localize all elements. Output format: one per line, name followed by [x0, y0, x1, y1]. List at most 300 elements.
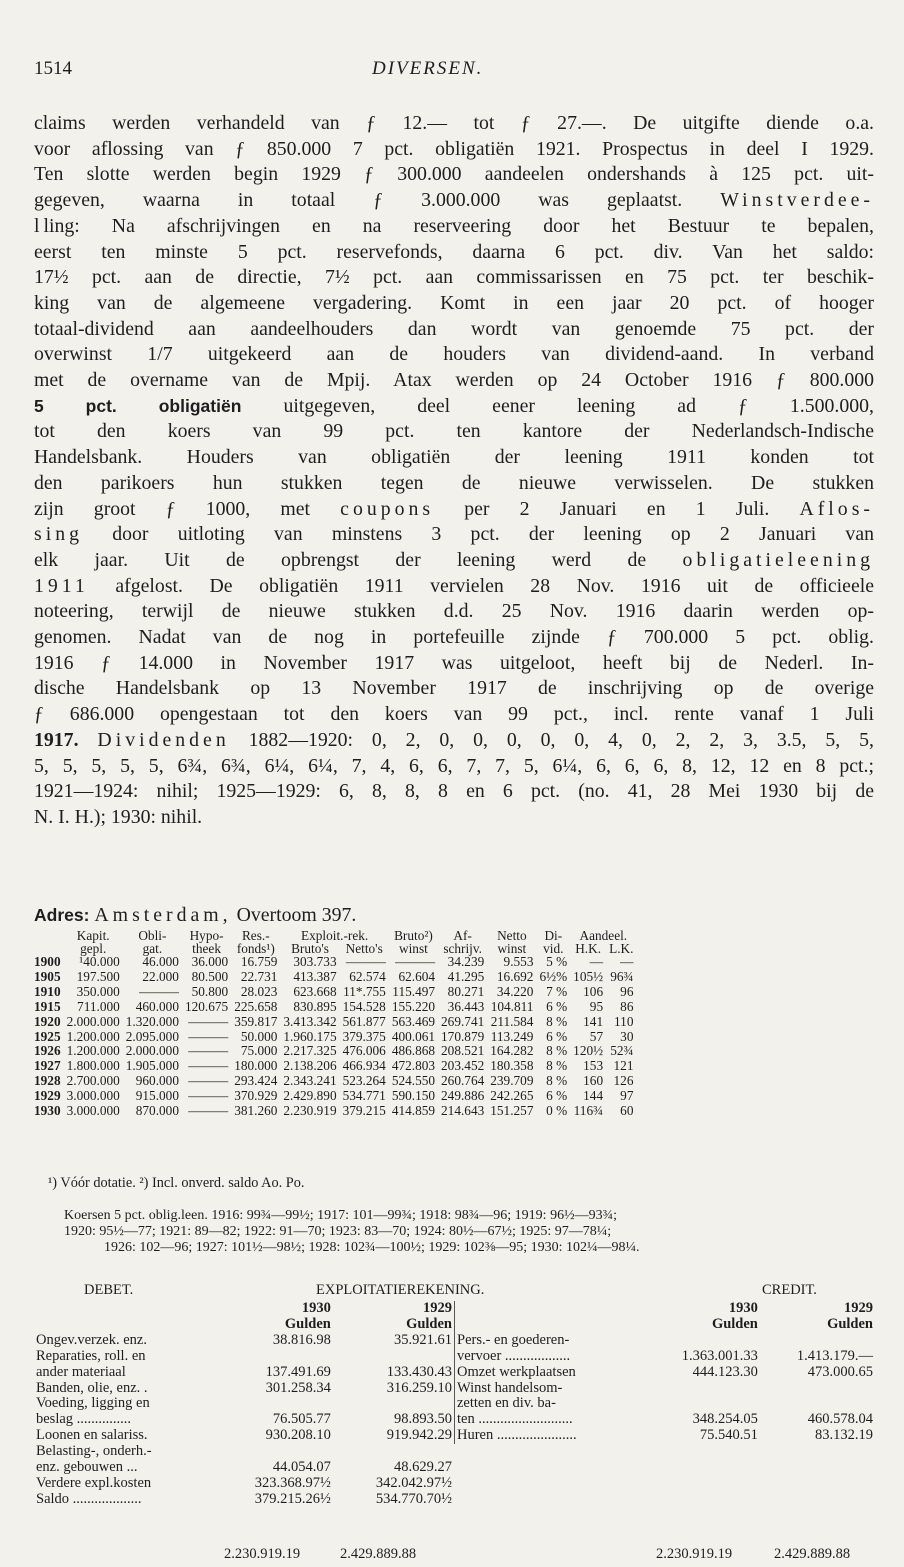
table-cell: 8 %: [546, 1058, 568, 1074]
account-row: [455, 1428, 875, 1444]
table-cell: 379.375: [342, 1028, 386, 1044]
table-cell: 36.443: [447, 998, 485, 1014]
table-cell: 80.500: [191, 968, 229, 984]
col-header: theek: [192, 940, 221, 956]
debet-column: [34, 1301, 454, 1508]
text-line: gegeven, waarna in totaal ƒ 3.000.000 was geplaatst. Winstverdee-: [34, 189, 874, 212]
account-item: Banden, olie, enz. .: [36, 1379, 148, 1396]
account-amount: 379.215.26½: [254, 1490, 331, 1507]
table-cell: 413.387: [293, 968, 337, 984]
table-cell: 466.934: [342, 1058, 386, 1074]
account-item: Saldo ...................: [36, 1490, 142, 1507]
table-cell: 1.320.000: [125, 1013, 179, 1029]
table-cell: 8 %: [546, 1043, 568, 1059]
text-line: 1911 afgelost. De obligatiën 1911 vervielen 28 Nov. 1916 uit de officieele: [34, 574, 875, 597]
account-amount: [333, 1349, 454, 1365]
table-cell: 126: [613, 1073, 634, 1089]
credit-label: CREDIT.: [762, 1282, 817, 1298]
table-cell: 121: [613, 1058, 634, 1074]
account-amount: [760, 1333, 875, 1349]
table-cell: 170.879: [441, 1028, 485, 1044]
table-cell: 476.006: [342, 1043, 386, 1059]
table-body: [34, 955, 636, 1119]
table-cell: ———: [188, 1103, 229, 1119]
koersen-block: [64, 1208, 874, 1256]
table-cell: 6 %: [546, 998, 568, 1014]
account-amount: 98.893.50: [394, 1411, 452, 1428]
account-row: [455, 1333, 875, 1349]
account-amount: 348.254.05: [692, 1411, 758, 1428]
table-cell: 62.604: [398, 968, 436, 984]
table-cell: 960.000: [135, 1073, 179, 1089]
account-row: [455, 1381, 875, 1397]
table-row: [34, 1089, 636, 1104]
table-cell: 590.150: [391, 1088, 436, 1104]
account-amount: 323.368.97½: [254, 1474, 331, 1491]
table-cell: 41.295: [447, 968, 485, 984]
credit-total-1930: 2.230.919.19: [656, 1546, 733, 1562]
text-line: noteering, terwijl de nieuwe stukken d.d. 25 Nov. 1916 daarin werden op-: [34, 600, 874, 623]
table-cell: 6½%: [539, 968, 568, 984]
table-row: [34, 1030, 636, 1045]
table-cell: 57: [589, 1028, 604, 1044]
table-cell: 141: [583, 1013, 604, 1029]
table-cell: 623.668: [293, 983, 337, 999]
table-cell: 28.023: [240, 983, 278, 999]
table-cell: ———: [188, 1028, 229, 1044]
account-item: Omzet werkplaatsen: [457, 1363, 576, 1380]
table-cell: 414.859: [391, 1103, 436, 1119]
row-year: 1930: [34, 1103, 61, 1119]
table-cell: 9.553: [503, 954, 534, 969]
account-item: ten ..........................: [457, 1411, 573, 1428]
table-cell: 105½: [573, 968, 604, 984]
row-year: 1920: [34, 1013, 61, 1029]
table-cell: 120.675: [184, 998, 229, 1014]
table-cell: —: [589, 954, 604, 969]
text-line: lling: Na afschrijvingen en na reserveering door het Bestuur te bepalen,: [34, 214, 874, 237]
col-header: Aandeel.: [579, 928, 628, 943]
table-cell: 203.452: [441, 1058, 485, 1074]
table-cell: 104.811: [490, 998, 534, 1014]
obligatien-heading: 5 pct. obligatiën: [34, 395, 242, 416]
account-amount: 301.258.34: [265, 1379, 331, 1396]
running-title: DIVERSEN.: [372, 58, 484, 79]
col-header: gat.: [142, 940, 163, 956]
account-amount: [647, 1381, 760, 1397]
table-cell: 5 %: [546, 954, 568, 969]
table-cell: 96¾: [610, 968, 634, 984]
table-cell: 6 %: [546, 1088, 568, 1104]
table-cell: 359.817: [234, 1013, 278, 1029]
table-cell: 50.000: [240, 1028, 278, 1044]
table-cell: 50.800: [191, 983, 229, 999]
text-line: sing door uitloting van minstens 3 pct. der leening op 2 Januari van: [34, 523, 874, 546]
account-item: beslag ...............: [36, 1411, 132, 1428]
table-cell: 1.800.000: [66, 1058, 120, 1074]
col-header: H.K.: [575, 940, 602, 956]
text-line: 17½ pct. aan de directie, 7½ pct. aan commissarissen en 75 pct. ter beschik-: [34, 266, 874, 289]
table-cell: 1.905.000: [125, 1058, 179, 1074]
table-cell: 2.000.000: [125, 1043, 179, 1059]
table-cell: 1.200.000: [66, 1028, 120, 1044]
account-amount: 38.816.98: [272, 1331, 331, 1348]
account-row: [34, 1460, 454, 1476]
table-row: [34, 1059, 636, 1074]
table-cell: 523.264: [342, 1073, 386, 1089]
col-header: fonds¹): [236, 940, 275, 956]
account-row: [34, 1492, 454, 1508]
account-item: enz. gebouwen ...: [36, 1459, 138, 1476]
table-cell: 30: [620, 1028, 634, 1044]
account-row: [34, 1333, 454, 1349]
table-cell: 239.709: [490, 1073, 534, 1089]
text-line: overwinst 1/7 uitgekeerd aan de houders van dividend-aand. In verband: [34, 343, 874, 366]
table-cell: 106: [583, 983, 604, 999]
text-line: N. I. H.); 1930: nihil.: [34, 805, 203, 828]
credit-total-1929: 2.429.889.88: [774, 1546, 851, 1562]
debet-total-1929: 2.429.889.88: [340, 1546, 417, 1562]
account-amount: 76.505.77: [272, 1411, 331, 1428]
page: [34, 58, 875, 1562]
account-row: [34, 1412, 454, 1428]
table-cell: 350.000: [76, 983, 120, 999]
table-cell: ———: [139, 983, 179, 999]
col-header: Kapit.: [76, 928, 110, 943]
col-header: gepl.: [80, 940, 107, 956]
table-cell: 180.000: [234, 1058, 278, 1074]
row-year: 1929: [34, 1088, 61, 1104]
table-row: [34, 985, 636, 1000]
text-line: voor aflossing van ƒ 850.000 7 pct. obligatiën 1921. Prospectus in deel I 1929.: [34, 137, 874, 160]
table-cell: 60: [620, 1103, 634, 1119]
table-cell: 2.343.241: [283, 1073, 337, 1089]
row-year: 1905: [34, 968, 61, 984]
table-cell: 524.550: [391, 1073, 436, 1089]
text-line: den parikoers hun stukken tegen de nieuwe verwisselen. De stukken: [34, 471, 874, 494]
account-row: [34, 1349, 454, 1365]
account-amount: [226, 1349, 333, 1365]
account-title: EXPLOITATIEREKENING.: [316, 1282, 485, 1298]
account-amount: [333, 1444, 454, 1460]
account-amount: [226, 1444, 333, 1460]
table-cell: ———: [188, 1013, 229, 1029]
table-cell: —: [620, 954, 634, 969]
account-item: Reparaties, roll. en: [36, 1347, 146, 1364]
account-amount: 534.770.70½: [375, 1490, 452, 1507]
text-line: Handelsbank. Houders van obligatiën der leening 1911 konden tot: [34, 446, 874, 469]
table-cell: 11*.755: [343, 983, 386, 999]
row-year: 1915: [34, 998, 61, 1014]
col-header: winst: [399, 940, 428, 956]
table-cell: 830.895: [293, 998, 337, 1014]
col-header: Di-: [544, 928, 563, 943]
table-cell: 96: [620, 983, 634, 999]
page-header: [34, 58, 874, 98]
table-cell: 303.733: [293, 954, 337, 969]
table-cell: 34.220: [496, 983, 534, 999]
table-cell: 8 %: [546, 1073, 568, 1089]
table-cell: 0 %: [546, 1103, 568, 1119]
table-cell: 113.249: [490, 1028, 534, 1044]
koersen-line: 1926: 102—96; 1927: 101½—98½; 1928: 102¾—100½; 1929: 102⅜—95; 1930: 102¼—98¼.: [104, 1240, 640, 1255]
table-cell: 1.960.175: [283, 1028, 337, 1044]
credit-table: 1930 1929 Gulden Gulden Pers.- en goederen- vervoer .................. 1.363.001.33 1.413.179.— Omzet werkplaatsen 444.123.30 473.000.65 Winst handelsom- zetten en div. ba- ten .......................... 348.254.05 460.578.04 Huren ...................... 75.540.51 83.132.19: [457, 1300, 873, 1444]
text-line: eerst ten minste 5 pct. reservefonds, daarna 6 pct. div. Van het saldo:: [34, 240, 874, 263]
table-cell: 7 %: [546, 983, 568, 999]
account-amount: [760, 1396, 875, 1412]
table-cell: 46.000: [142, 954, 179, 969]
body-text: [34, 111, 874, 831]
table-row: [34, 1000, 636, 1015]
table-cell: 8 %: [546, 1013, 568, 1029]
table-cell: ———: [188, 1058, 229, 1074]
table-cell: 225.658: [234, 998, 278, 1014]
col-header: vid.: [543, 940, 564, 956]
row-year: 1926: [34, 1043, 61, 1059]
table-cell: 211.584: [490, 1013, 534, 1029]
table-cell: 208.521: [441, 1043, 485, 1059]
table-cell: 6 %: [546, 1028, 568, 1044]
account-amount: 444.123.30: [692, 1363, 758, 1380]
table-cell: 160: [583, 1073, 604, 1089]
text-line: ƒ 686.000 opengestaan tot den koers van 99 pct., incl. rente vanaf 1 Juli: [34, 703, 874, 726]
col-header: Hypo-: [189, 928, 224, 943]
table-cell: 80.271: [447, 983, 485, 999]
table-cell: 561.877: [342, 1013, 386, 1029]
account-amount: 1.413.179.—: [796, 1347, 873, 1364]
text-line: zijn groot ƒ 1000, met coupons per 2 Januari en 1 Juli. Aflos-: [34, 497, 874, 520]
account-item: Verdere expl.kosten: [36, 1474, 152, 1491]
table-cell: 52¾: [610, 1043, 634, 1059]
table-cell: 86: [620, 998, 634, 1014]
adres-city: Amsterdam,: [94, 904, 232, 926]
table-cell: 3.413.342: [283, 1013, 337, 1029]
account-amount: 930.208.10: [265, 1427, 331, 1444]
account-amount: 1.363.001.33: [681, 1347, 758, 1364]
koersen-line: 1920: 95½—77; 1921: 89—82; 1922: 91—70; 1923: 83—70; 1924: 80½—67½; 1925: 97—78¼;: [64, 1224, 612, 1239]
account-amount: 342.042.97½: [375, 1474, 452, 1491]
text-line: 1917. Dividenden 1882—1920: 0, 2, 0, 0, 0, 0, 0, 4, 0, 2, 2, 3, 3.5, 5, 5,: [34, 728, 874, 751]
table-cell: 2.700.000: [66, 1073, 120, 1089]
debet-label: DEBET.: [84, 1282, 134, 1298]
account-amount: 48.629.27: [394, 1459, 452, 1476]
table-cell: 260.764: [441, 1073, 485, 1089]
table-cell: 155.220: [391, 998, 436, 1014]
table-cell: 2.138.206: [283, 1058, 337, 1074]
account-row: [34, 1381, 454, 1397]
col-header: Obli-: [138, 928, 167, 943]
table-cell: 62.574: [349, 968, 386, 984]
table-cell: ———: [395, 954, 436, 969]
account-amount: 137.491.69: [265, 1363, 331, 1380]
text-line: claims werden verhandeld van ƒ 12.— tot ƒ 27.—. De uitgifte diende o.a.: [34, 112, 874, 134]
col-header: L.K.: [609, 940, 634, 956]
table-cell: 116¾: [573, 1103, 604, 1119]
table-cell: 95: [589, 998, 604, 1014]
col-header: Netto: [497, 928, 527, 943]
text-line: met de overname van de Mpij. Atax werden op 24 October 1916 ƒ 800.000: [34, 369, 874, 392]
table-cell: 36.000: [191, 954, 229, 969]
table-cell: 75.000: [240, 1043, 278, 1059]
row-year: 1927: [34, 1058, 61, 1074]
table-cell: 460.000: [135, 998, 179, 1014]
table-cell: 711.000: [77, 998, 120, 1014]
table-cell: ———: [188, 1088, 229, 1104]
account-amount: 460.578.04: [807, 1411, 873, 1428]
table-cell: 534.771: [342, 1088, 386, 1104]
account-amount: 83.132.19: [815, 1427, 873, 1444]
table-footnote: ¹) Vóór dotatie. ²) Incl. onverd. saldo Ao. Po.: [48, 1175, 305, 1191]
table-cell: ———: [188, 1043, 229, 1059]
account-item: ander materiaal: [36, 1363, 126, 1380]
text-line: 1921—1924: nihil; 1925—1929: 6, 8, 8, 8 en 6 pct. (no. 41, 28 Mei 1930 bij de: [34, 780, 874, 803]
account-row: [34, 1428, 454, 1444]
text-line: 1916 ƒ 14.000 in November 1917 was uitgeloot, heeft bij de Nederl. In-: [34, 651, 874, 674]
table-cell: ¹40.000: [79, 954, 120, 969]
table-cell: 1.200.000: [66, 1043, 120, 1059]
text-line: tot den koers van 99 pct. ten kantore der Nederlandsch-Indische: [34, 420, 874, 443]
table-cell: 269.741: [441, 1013, 485, 1029]
account-row: [34, 1365, 454, 1381]
table-cell: 563.469: [391, 1013, 436, 1029]
table-cell: 486.868: [391, 1043, 436, 1059]
table-cell: 242.265: [490, 1088, 534, 1104]
account-item: zetten en div. ba-: [457, 1395, 556, 1412]
account-item: Loonen en salariss.: [36, 1427, 148, 1444]
text-line: genomen. Nadat van de nog in portefeuille zijnde ƒ 700.000 5 pct. oblig.: [34, 626, 874, 649]
account-item: Winst handelsom-: [457, 1379, 563, 1396]
account-amount: 35.921.61: [394, 1331, 452, 1348]
account-row: [34, 1396, 454, 1412]
account-row: [455, 1396, 875, 1412]
text-line: totaal-dividend aan aandeelhouders dan wordt van genoemde 75 pct. der: [34, 317, 874, 340]
text-line: elk jaar. Uit de opbrengst der leening werd de obligatieleening: [34, 548, 874, 571]
table-cell: 400.061: [391, 1028, 436, 1044]
table-cell: 144: [583, 1088, 604, 1104]
adres-street: Overtoom 397.: [236, 904, 357, 926]
account-amount: [333, 1396, 454, 1412]
account-amount: [760, 1381, 875, 1397]
table-cell: 2.230.919: [283, 1103, 337, 1119]
col-header: winst: [497, 940, 527, 956]
account-amount: [226, 1396, 333, 1412]
account-item: Pers.- en goederen-: [457, 1331, 570, 1348]
row-year: 1928: [34, 1073, 61, 1089]
table-row: [34, 1044, 636, 1059]
text-line: 5 pct. obligatiën uitgegeven, deel eener leening ad ƒ 1.500.000,: [34, 394, 874, 417]
table-row: [34, 1074, 636, 1089]
row-year: 1900: [34, 954, 61, 969]
credit-column: [454, 1301, 875, 1444]
text-line: king van de algemeene vergadering. Komt in een jaar 20 pct. of hooger: [34, 291, 874, 314]
col-header: Exploit.-rek.: [301, 928, 369, 943]
account-amount: 44.054.07: [272, 1459, 331, 1476]
table-cell: 97: [620, 1088, 634, 1104]
account-item: Voeding, ligging en: [36, 1395, 150, 1412]
account-row: [34, 1476, 454, 1492]
table-cell: 16.759: [240, 954, 278, 969]
table-cell: 249.886: [441, 1088, 485, 1104]
account-amount: 919.942.29: [386, 1427, 452, 1444]
address-line: [34, 904, 356, 927]
adres-label: Adres:: [34, 905, 90, 925]
col-header: schrijv.: [443, 940, 482, 956]
financial-table: [34, 930, 636, 1119]
table-cell: 370.929: [234, 1088, 278, 1104]
table-cell: 2.217.325: [283, 1043, 337, 1059]
account-item: Huren ......................: [457, 1427, 577, 1444]
row-year: 1910: [34, 983, 61, 999]
table-cell: 151.257: [490, 1103, 534, 1119]
page-number: 1514: [34, 58, 72, 79]
table-cell: 180.358: [490, 1058, 534, 1074]
table-row: [34, 1104, 636, 1119]
table-cell: 197.500: [76, 968, 120, 984]
table-row: [34, 970, 636, 985]
table-cell: ———: [188, 1073, 229, 1089]
row-year: 1925: [34, 1028, 61, 1044]
koersen-line: Koersen 5 pct. oblig.leen. 1916: 99¾—99½; 1917: 101—99¾; 1918: 98¾—96; 1919: 96½—93¾;: [64, 1208, 617, 1223]
account-row: [34, 1444, 454, 1460]
text-line: 5, 5, 5, 5, 5, 6¾, 6¾, 6¼, 6¼, 7, 4, 6, 6, 7, 7, 5, 6¼, 6, 6, 6, 8, 12, 12 en 8 pct.;: [34, 754, 874, 777]
table-cell: 16.692: [496, 968, 534, 984]
table-cell: 153: [583, 1058, 604, 1074]
table-cell: 915.000: [135, 1088, 179, 1104]
table-cell: 381.260: [234, 1103, 278, 1119]
table-cell: 154.528: [342, 998, 386, 1014]
account-amount: [647, 1333, 760, 1349]
table-cell: 110: [614, 1013, 634, 1029]
col-header: Res.-: [241, 928, 270, 943]
table-cell: 2.429.890: [283, 1088, 337, 1104]
table-cell: 870.000: [135, 1103, 179, 1119]
account-amount: 316.259.10: [386, 1379, 452, 1396]
table-cell: 293.424: [234, 1073, 278, 1089]
table-cell: 3.000.000: [66, 1103, 120, 1119]
col-header: Bruto's: [291, 940, 329, 956]
table-cell: 115.497: [392, 983, 436, 999]
table-cell: 2.000.000: [66, 1013, 120, 1029]
table-cell: 120½: [573, 1043, 604, 1059]
table-cell: ———: [345, 954, 386, 969]
text-line: Ten slotte werden begin 1929 ƒ 300.000 aandeelen ondershands à 125 pct. uit-: [34, 163, 874, 186]
text-line: dische Handelsbank op 13 November 1917 de inschrijving op de overige: [34, 677, 874, 700]
account-item: Ongev.verzek. enz.: [36, 1331, 147, 1348]
table-cell: 164.282: [490, 1043, 534, 1059]
table-row: [34, 1015, 636, 1030]
table-cell: 472.803: [391, 1058, 436, 1074]
account-amount: 75.540.51: [699, 1427, 758, 1444]
debet-table: 1930 1929 Gulden Gulden Ongev.verzek. enz. 38.816.98 35.921.61 Reparaties, roll. en ander materiaal 137.491.69 133.430.43 Banden, olie, enz. . 301.258.34 316.259.10 Voeding, ligging en beslag ............... 76.505.77 98.893.50 Loonen en salariss. 930.208.10 919.942.29 Belasting-, onderh.- enz. gebouwen ... 44.054.07 48.629.27 Verdere expl.kosten 323.368.97½ 342.042.97½ Saldo ................... 379.215.26½ 534.770.70½: [36, 1300, 452, 1507]
account-row: [455, 1365, 875, 1381]
account-amount: 133.430.43: [386, 1363, 452, 1380]
col-header: Bruto²): [394, 928, 433, 943]
account-amount: [647, 1396, 760, 1412]
col-header: Af-: [453, 928, 472, 943]
table-cell: 2.095.000: [125, 1028, 179, 1044]
table-cell: 3.000.000: [66, 1088, 120, 1104]
table-row: [34, 955, 636, 970]
account-item: vervoer ..................: [457, 1347, 571, 1364]
table-cell: 22.731: [240, 968, 278, 984]
col-header: Netto's: [345, 940, 383, 956]
account-item: Belasting-, onderh.-: [36, 1443, 152, 1460]
account-amount: 473.000.65: [807, 1363, 873, 1380]
debet-total-1930: 2.230.919.19: [224, 1546, 301, 1562]
table-cell: 34.239: [447, 954, 485, 969]
account-row: [455, 1412, 875, 1428]
